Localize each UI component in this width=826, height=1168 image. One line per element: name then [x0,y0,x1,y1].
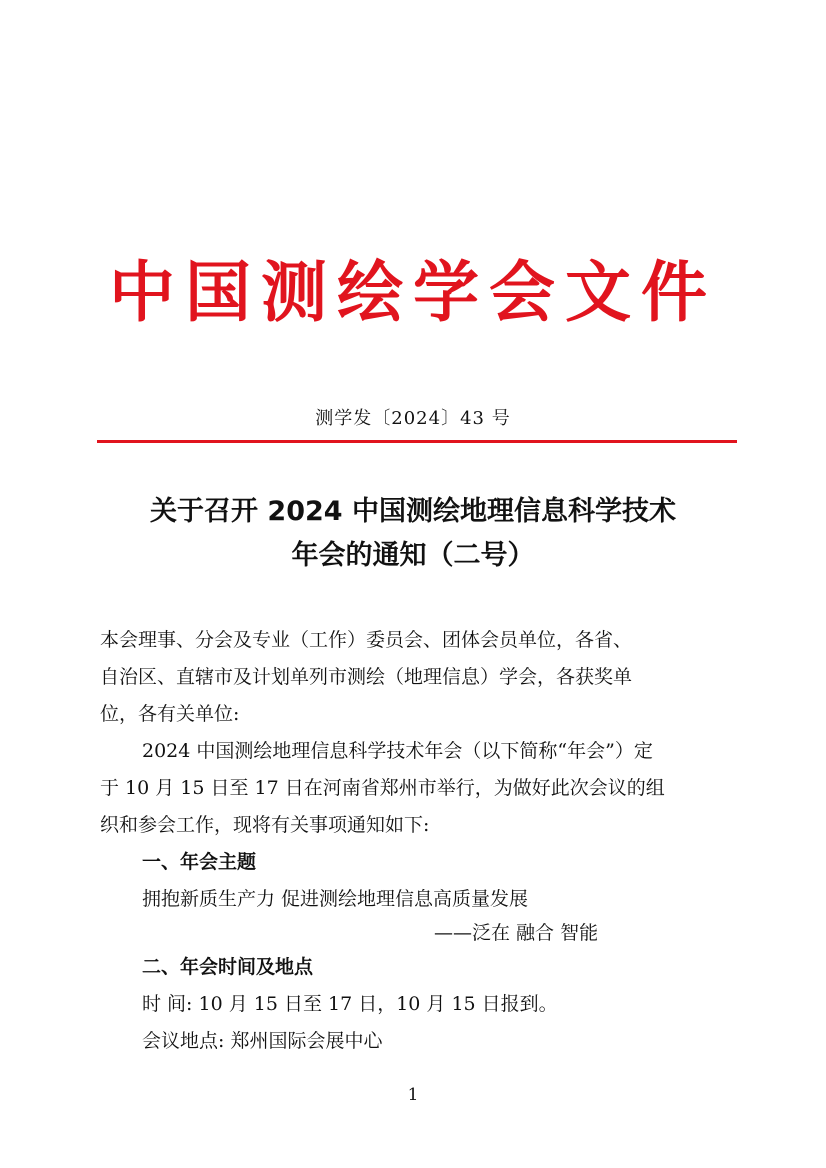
intro-line-2: 于 10 月 15 日至 17 日在河南省郑州市举行，为做好此次会议的组 [100,777,665,799]
red-divider [97,440,737,443]
page-number: 1 [407,1085,419,1105]
notice-title-line-1: 关于召开 2024 中国测绘地理信息科学技术 [150,496,676,527]
venue-line: 会议地点: 郑州国际会展中心 [142,1030,383,1052]
notice-title-line-2: 年会的通知（二号） [291,540,535,571]
theme-line-1: 拥抱新质生产力 促进测绘地理信息高质量发展 [142,888,529,910]
time-line: 时 间: 10 月 15 日至 17 日，10 月 15 日报到。 [142,993,558,1015]
recipients-line-1: 本会理事、分会及专业（工作）委员会、团体会员单位，各省、 [100,629,633,651]
section-heading-time-venue: 二、年会时间及地点 [142,956,314,978]
intro-line-3: 织和参会工作，现将有关事项通知如下: [100,814,430,836]
intro-line-1: 2024 中国测绘地理信息科学技术年会（以下简称“年会”）定 [142,740,653,762]
section-heading-theme: 一、年会主题 [142,851,257,873]
recipients-line-2: 自治区、直辖市及计划单列市测绘（地理信息）学会，各获奖单 [100,666,633,688]
document-number: 测学发〔2024〕43 号 [315,408,511,429]
masthead-title: 中国测绘学会文件 [109,253,717,331]
theme-line-2: ——泛在 融合 智能 [434,922,599,944]
recipients-line-3: 位，各有关单位: [100,703,240,725]
